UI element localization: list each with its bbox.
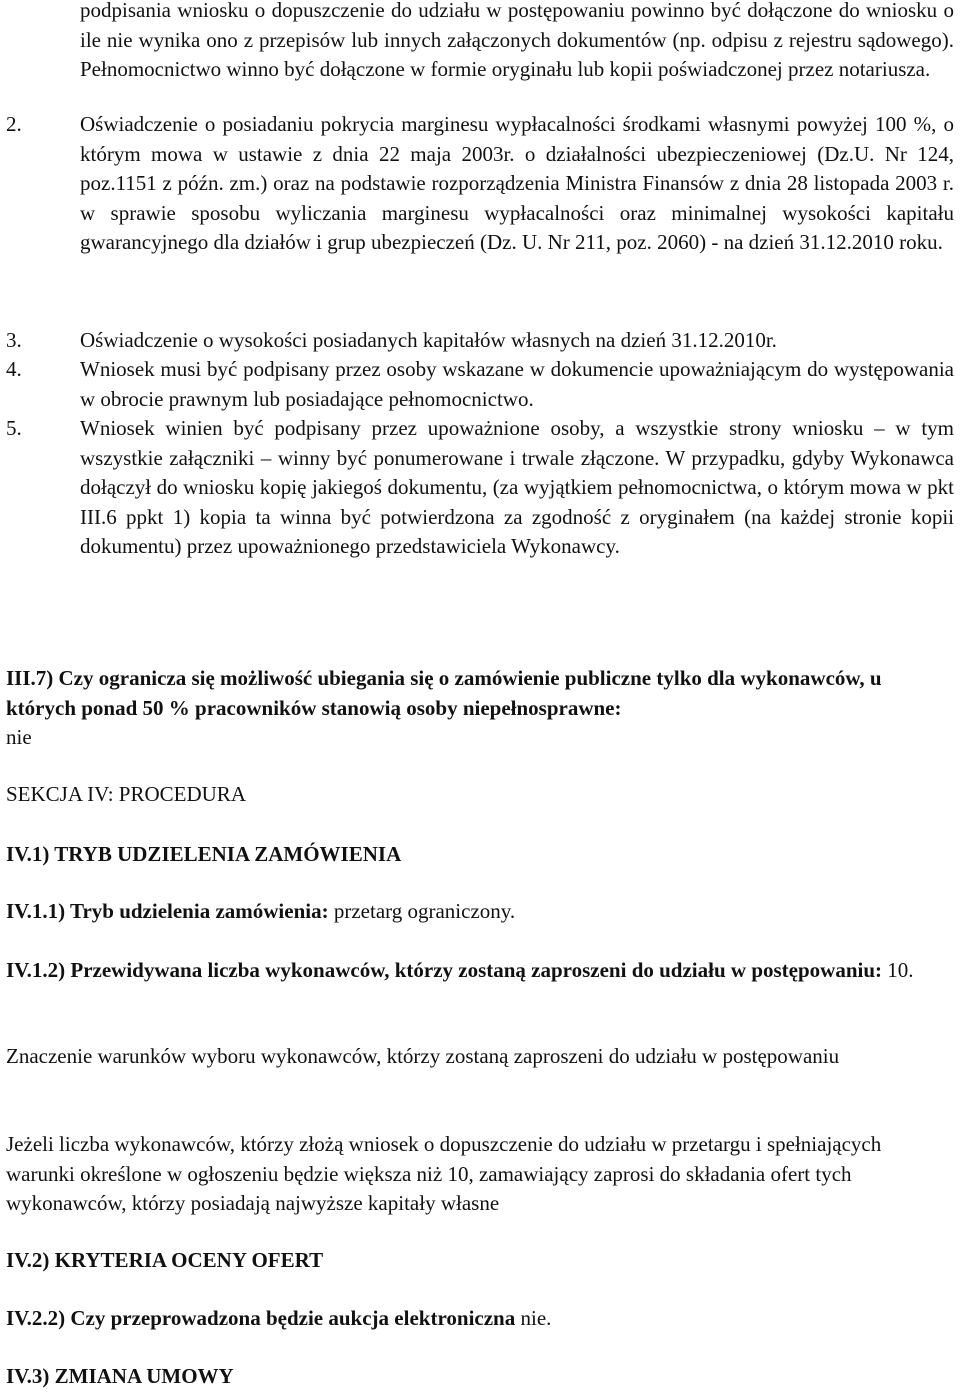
section-iv-1-1 <box>6 897 954 927</box>
section-value: przetarg ograniczony. <box>333 899 516 923</box>
list-text: Oświadczenie o posiadaniu pokrycia marginesu wypłacalności środkami własnymi powyżej 100 %, o którym mowa w ustawie z dnia 22 maja 2003r. o działalności ubezpieczeniowej (Dz.U. Nr 124, poz.1151 z późn. zm.) oraz na podstawie rozporządzenia Ministra Finansów z dnia 28 listopada 2003 r. w sprawie sposobu wyliczania marginesu wypłacalności oraz minimalnej wysokości kapitału gwarancyjnego dla działów i grup ubezpieczeń (Dz. U. Nr 211, poz. 2060) - na dzień 31.12.2010 roku. <box>80 112 954 255</box>
list-item-3 <box>6 326 954 356</box>
continuation-paragraph: podpisania wniosku o dopuszczenie do udziału w postępowaniu powinno być dołączone do wniosku o ile nie wynika ono z przepisów lub innych załączonych dokumentów (np. odpisu z rejestru sądowego). Pełnomocnictwo winno być dołączone w formie oryginału lub kopii poświadczonej przez notariusza. <box>80 0 954 82</box>
list-item-4 <box>6 355 954 414</box>
jezeli-paragraph: Jeżeli liczba wykonawców, którzy złożą wniosek o dopuszczenie do udziału w przetargu i spełniających warunki określone w ogłoszeniu będzie większa niż 10, zamawiający zaprosi do składania ofert tych wykonawców, którzy posiadają najwyższe kapitały własne <box>6 1132 882 1216</box>
list-number: 5. <box>6 416 22 440</box>
list-number: 2. <box>6 112 22 136</box>
list-text: Oświadczenie o wysokości posiadanych kapitałów własnych na dzień 31.12.2010r. <box>80 328 777 352</box>
znaczenie-paragraph: Znaczenie warunków wyboru wykonawców, którzy zostaną zaproszeni do udziału w postępowaniu <box>6 1044 840 1068</box>
heading-text: IV.2) KRYTERIA OCENY OFERT <box>6 1248 324 1272</box>
list-text: Wniosek musi być podpisany przez osoby wskazane w dokumencie upoważniającym do występowania w obrocie prawnym lub posiadające pełnomocnictwo. <box>80 357 954 411</box>
heading-text: IV.1) TRYB UDZIELENIA ZAMÓWIENIA <box>6 842 402 866</box>
list-item-5 <box>6 414 954 562</box>
section-value: nie <box>6 725 32 750</box>
section-label: IV.2.2) Czy przeprowadzona będzie aukcja elektroniczna <box>6 1306 516 1330</box>
section-value: nie. <box>520 1306 552 1330</box>
section-iv-1-2 <box>6 956 954 986</box>
section-iv-2-2 <box>6 1304 954 1334</box>
list-text: Wniosek winien być podpisany przez upoważnione osoby, a wszystkie strony wniosku – w tym wszystkie załączniki – winny być ponumerowane i trwale złączone. W przypadku, gdyby Wykonawca dołączył do wniosku kopię jakiegoś dokumentu, (za wyjątkiem pełnomocnictwa, o którym mowa w pkt III.6 ppkt 1) kopia ta winna być potwierdzona za zgodność z oryginałem (na każdej stronie kopii dokumentu) przez upoważnionego przedstawiciela Wykonawcy. <box>80 416 954 559</box>
heading-text: IV.3) ZMIANA UMOWY <box>6 1364 234 1388</box>
section-label: IV.1.1) Tryb udzielenia zamówienia: <box>6 899 329 923</box>
list-number: 4. <box>6 357 22 381</box>
section-label: IV.1.2) Przewidywana liczba wykonawców, którzy zostaną zaproszeni do udziału w postępowaniu: <box>6 958 883 982</box>
section-value: 10. <box>887 958 914 982</box>
heading-iv-2 <box>6 1246 954 1276</box>
section-iii-7 <box>6 664 954 753</box>
section-label: III.7) Czy ogranicza się możliwość ubiegania się o zamówienie publiczne tylko dla wykonawców, u których ponad 50 % pracowników stanowią osoby niepełnosprawne: <box>6 666 882 720</box>
list-item-2 <box>6 110 954 258</box>
section-iv-title: SEKCJA IV: PROCEDURA <box>6 782 246 806</box>
heading-iv-3 <box>6 1362 954 1392</box>
list-number: 3. <box>6 328 22 352</box>
heading-iv-1 <box>6 840 954 870</box>
